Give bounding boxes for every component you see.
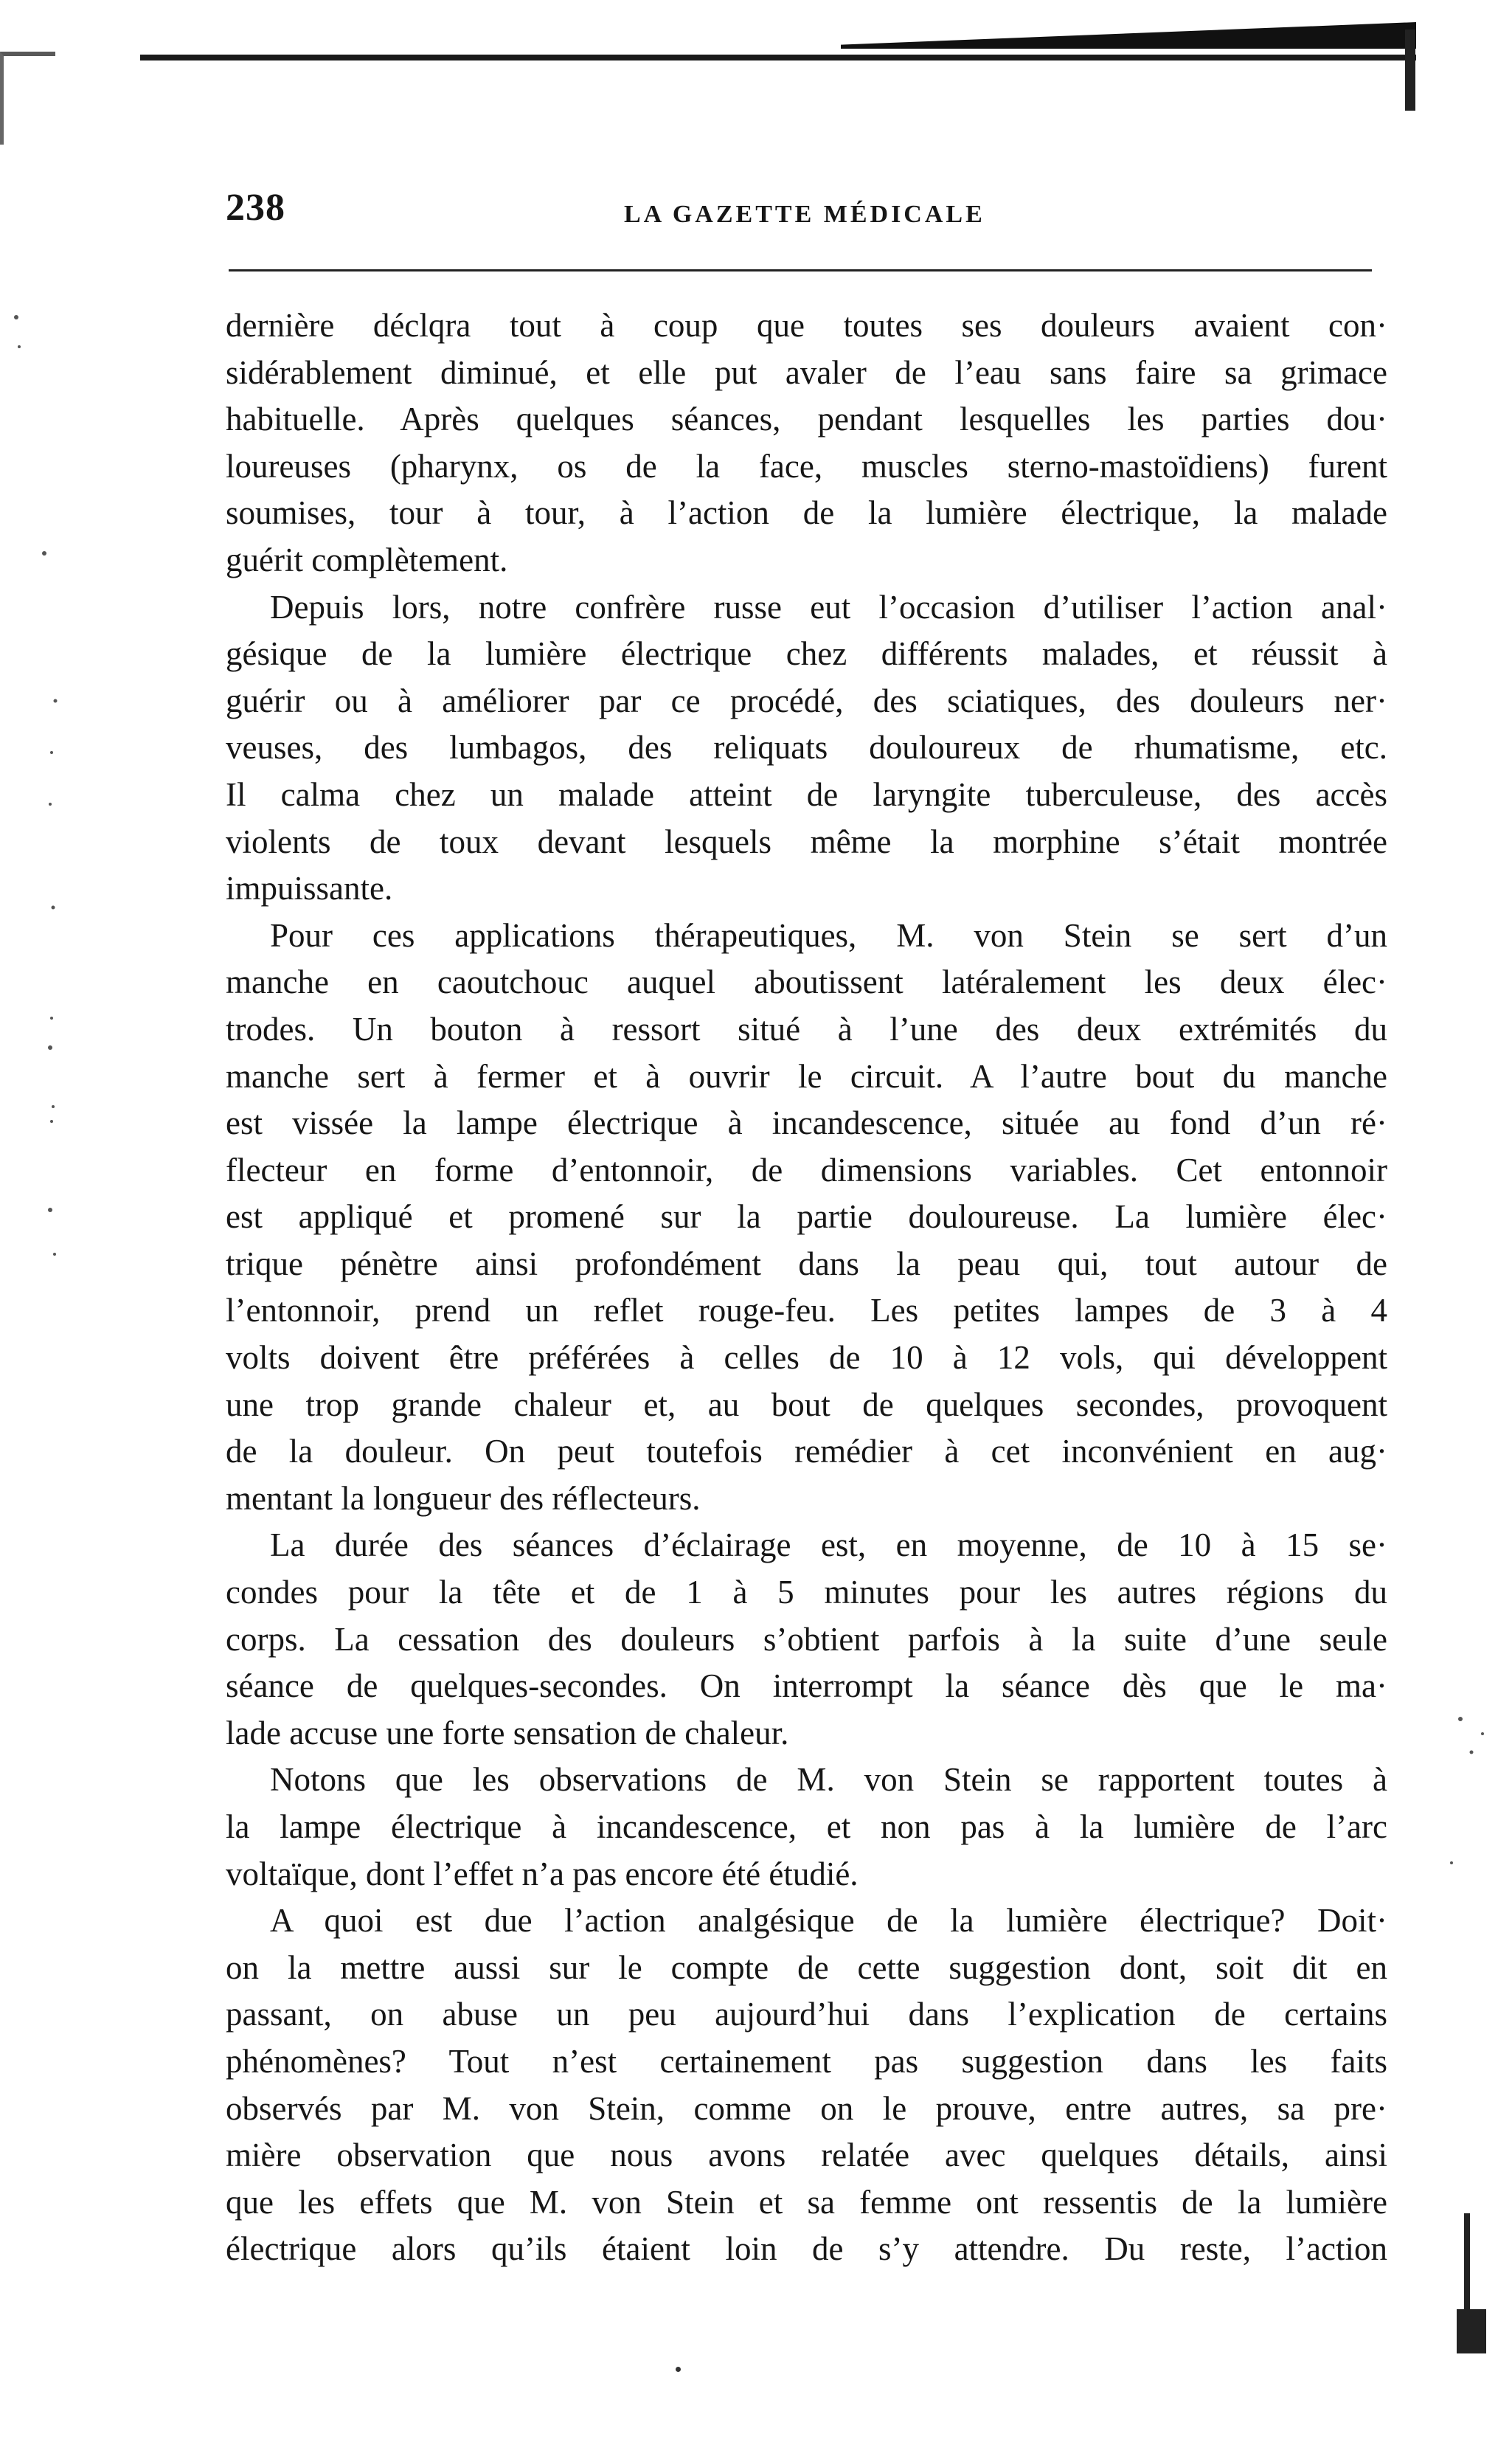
text-line: guérit complètement. [226, 541, 508, 578]
text-line: mentant la longueur des réflecteurs. [226, 1479, 701, 1517]
text-line: veuses, des lumbagos, des reliquats douloureux de rhumatisme, etc. [226, 729, 1387, 767]
text-line: soumises, tour à tour, à l’action de la lumière électrique, la malade [226, 494, 1387, 532]
text-line: est appliqué et promené sur la partie douloureuse. La lumière élec· [226, 1198, 1387, 1236]
text-line: séance de quelques-secondes. On interrompt la séance dès que le ma· [226, 1667, 1387, 1705]
text-line: trique pénètre ainsi profondément dans la peau qui, tout autour de [226, 1245, 1387, 1282]
text-line: La durée des séances d’éclairage est, en moyenne, de 10 à 15 se· [270, 1526, 1387, 1564]
text-line: de la douleur. On peut toutefois remédier à cet inconvénient en aug· [226, 1433, 1387, 1470]
text-line: guérir ou à améliorer par ce procédé, des sciatiques, des douleurs ner· [226, 682, 1387, 719]
text-line: Depuis lors, notre confrère russe eut l’occasion d’utiliser l’action anal· [270, 588, 1387, 626]
text-line: impuissante. [226, 870, 393, 907]
page-number: 238 [226, 187, 285, 229]
scan-top-rule [140, 55, 1416, 60]
text-line: gésique de la lumière électrique chez différents malades, et réussit à [226, 635, 1387, 673]
text-line: électrique alors qu’ils étaient loin de s’y attendre. Du reste, l’action [226, 2230, 1387, 2268]
text-line: condes pour la tête et de 1 à 5 minutes pour les autres régions du [226, 1574, 1387, 1611]
text-line: flecteur en forme d’entonnoir, de dimensions variables. Cet entonnoir [226, 1151, 1387, 1189]
text-line: dernière déclqra tout à coup que toutes ses douleurs avaient con· [226, 307, 1387, 344]
text-line: Il calma chez un malade atteint de laryngite tuberculeuse, des accès [226, 775, 1387, 813]
text-line: Pour ces applications thérapeutiques, M. von Stein se sert d’un [270, 916, 1387, 954]
text-line: une trop grande chaleur et, au bout de quelques secondes, provoquent [226, 1386, 1387, 1423]
text-line: Notons que les observations de M. von Stein se rapportent toutes à [270, 1761, 1387, 1799]
text-line: sidérablement diminué, et elle put avaler de l’eau sans faire sa grimace [226, 353, 1387, 391]
text-line: on la mettre aussi sur le compte de cette suggestion dont, soit dit en [226, 1948, 1387, 1986]
scan-top-edge [841, 22, 1416, 49]
text-line: violents de toux devant lesquels même la morphine s’était montrée [226, 823, 1387, 860]
text-line: A quoi est due l’action analgésique de la lumière électrique? Doit· [270, 1902, 1387, 1940]
text-line: habituelle. Après quelques séances, pendant lesquelles les parties dou· [226, 401, 1387, 438]
text-line: que les effets que M. von Stein et sa femme ont ressentis de la lumière [226, 2183, 1387, 2221]
scan-speck [676, 2367, 681, 2372]
text-line: voltaïque, dont l’effet n’a pas encore été étudié. [226, 1855, 859, 1892]
page-header [226, 186, 1376, 245]
text-line: volts doivent être préférées à celles de 10 à 12 vols, qui développent [226, 1339, 1387, 1377]
body-text [226, 302, 1387, 2353]
scan-corner-mark [0, 52, 55, 145]
text-line: manche sert à fermer et à ouvrir le circuit. A l’autre bout du manche [226, 1057, 1387, 1095]
header-rule [229, 269, 1372, 271]
text-line: trodes. Un bouton à ressort situé à l’une des deux extrémités du [226, 1010, 1387, 1048]
text-line: passant, on abuse un peu aujourd’hui dans l’explication de certains [226, 1996, 1387, 2033]
text-line: la lampe électrique à incandescence, et non pas à la lumière de l’arc [226, 1808, 1387, 1845]
scan-right-edge [1405, 30, 1415, 111]
text-line: manche en caoutchouc auquel aboutissent latéralement les deux élec· [226, 964, 1387, 1001]
text-line: l’entonnoir, prend un reflet rouge-feu. Les petites lampes de 3 à 4 [226, 1292, 1387, 1329]
text-line: loureuses (pharynx, os de la face, muscles sterno-mastoïdiens) furent [226, 447, 1387, 485]
text-line: mière observation que nous avons relatée avec quelques détails, ainsi [226, 2137, 1387, 2174]
text-line: est vissée la lampe électrique à incandescence, située au fond d’un ré· [226, 1104, 1387, 1142]
text-line: observés par M. von Stein, comme on le prouve, entre autres, sa pre· [226, 2089, 1387, 2127]
text-line: phénomènes? Tout n’est certainement pas suggestion dans les faits [226, 2042, 1387, 2080]
text-line: corps. La cessation des douleurs s’obtient parfois à la suite d’une seule [226, 1620, 1387, 1658]
running-head: LA GAZETTE MÉDICALE [624, 201, 985, 228]
text-line: lade accuse une forte sensation de chaleur. [226, 1714, 789, 1751]
